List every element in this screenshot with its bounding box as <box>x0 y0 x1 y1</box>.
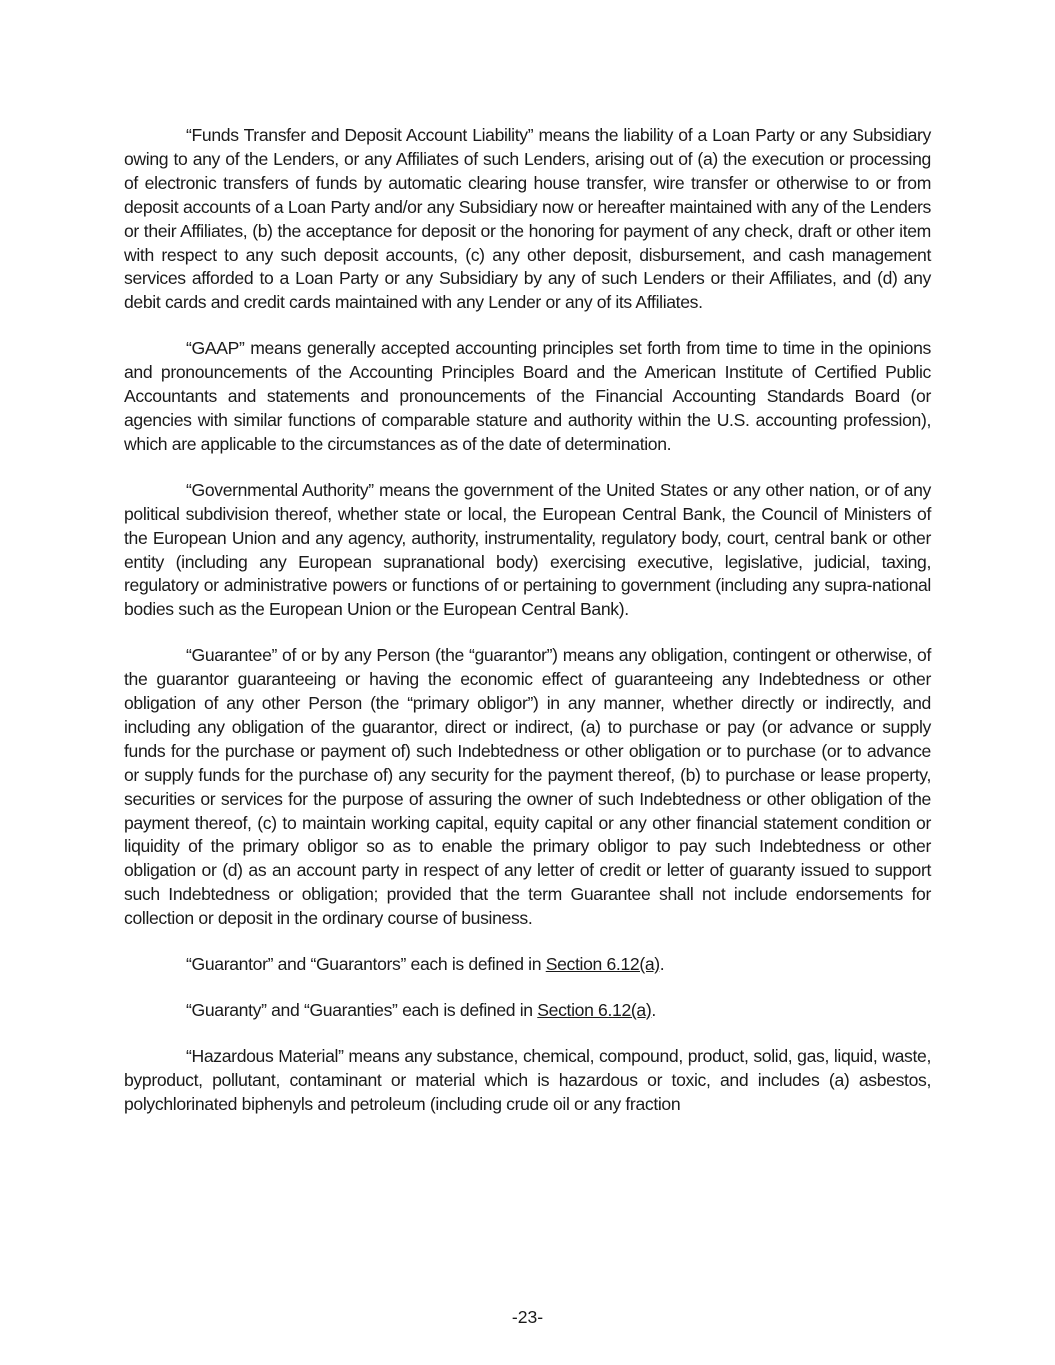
definition-governmental-authority: “Governmental Authority” means the government of the United States or any other nation, or of any political subdivision thereof, whether state or local, the European Central Bank, the Council of Ministers of the European Union and any agency, authority, instrumentality, regulatory body, court, central bank or other entity (including any European supranational body) exercising executive, legislative, judicial, taxing, regulatory or administrative powers or functions of or pertaining to government (including any supra-national bodies such as the European Union or the European Central Bank). <box>124 479 931 620</box>
definition-guaranty-end: . <box>651 1000 656 1020</box>
definition-gaap: “GAAP” means generally accepted accounting principles set forth from time to time in the opinions and pronouncements of the Accounting Principles Board and the American Institute of Certified Public Accountants and statements and pronouncements of the Financial Accounting Standards Board (or agencies with similar functions of comparable stature and authority within the U.S. accounting profession), which are applicable to the circumstances as of the date of determination. <box>124 338 931 454</box>
definition-funds-transfer: “Funds Transfer and Deposit Account Liability” means the liability of a Loan Party or any Subsidiary owing to any of the Lenders, or any Affiliates of such Lenders, arising out of (a) the execution or processing of electronic transfers of funds by automatic clearing house transfer, wire transfer or otherwise to or from deposit accounts of a Loan Party and/or any Subsidiary now or hereafter maintained with any of the Lenders or their Affiliates, (b) the acceptance for deposit or the honoring for payment of any check, draft or other item with respect to any such deposit accounts, (c) any other deposit, disbursement, and cash management services afforded to a Loan Party or any Subsidiary by any of such Lenders or their Affiliates, and (d) any debit cards and credit cards maintained with any Lender or any of its Affiliates. <box>124 125 931 313</box>
section-reference-link[interactable]: Section 6.12(a) <box>537 1000 652 1020</box>
document-body <box>124 124 931 1139</box>
definition-guarantor-end: . <box>659 954 665 975</box>
definition-guaranty <box>124 999 931 1023</box>
definition-guarantor <box>124 953 931 977</box>
definition-guaranty-text: “Guaranty” and “Guaranties” each is defined in <box>186 1000 538 1020</box>
definition-guarantor-text: “Guarantor” and “Guarantors” each is defined in <box>186 954 546 975</box>
section-reference-link[interactable]: Section 6.12(a) <box>545 954 660 975</box>
definition-hazardous-material: “Hazardous Material” means any substance, chemical, compound, product, solid, gas, liquid, waste, byproduct, pollutant, contaminant or material which is hazardous or toxic, and includes (a) asbestos, polychlorinated biphenyls and petroleum (including crude oil or any fraction <box>124 1045 931 1114</box>
page-number: -23- <box>511 1307 544 1327</box>
definition-guarantee: “Guarantee” of or by any Person (the “guarantor”) means any obligation, contingent or otherwise, of the guarantor guaranteeing or having the economic effect of guaranteeing any Indebtedness or other obligation of any other Person (the “primary obligor”) in any manner, whether directly or indirectly, and including any obligation of the guarantor, direct or indirect, (a) to purchase or pay (or advance or supply funds for the purchase or payment of) such Indebtedness or other obligation or to purchase (or to advance or supply funds for the purchase of) any security for the payment thereof, (b) to purchase or lease property, securities or services for the purpose of assuring the owner of such Indebtedness or other obligation of the payment thereof, (c) to maintain working capital, equity capital or any other financial statement condition or liquidity of the primary obligor so as to enable the primary obligor to pay such Indebtedness or other obligation or (d) as an account party in respect of any letter of credit or letter of guaranty issued to support such Indebtedness or obligation; provided that the term Guarantee shall not include endorsements for collection or deposit in the ordinary course of business. <box>124 645 931 929</box>
